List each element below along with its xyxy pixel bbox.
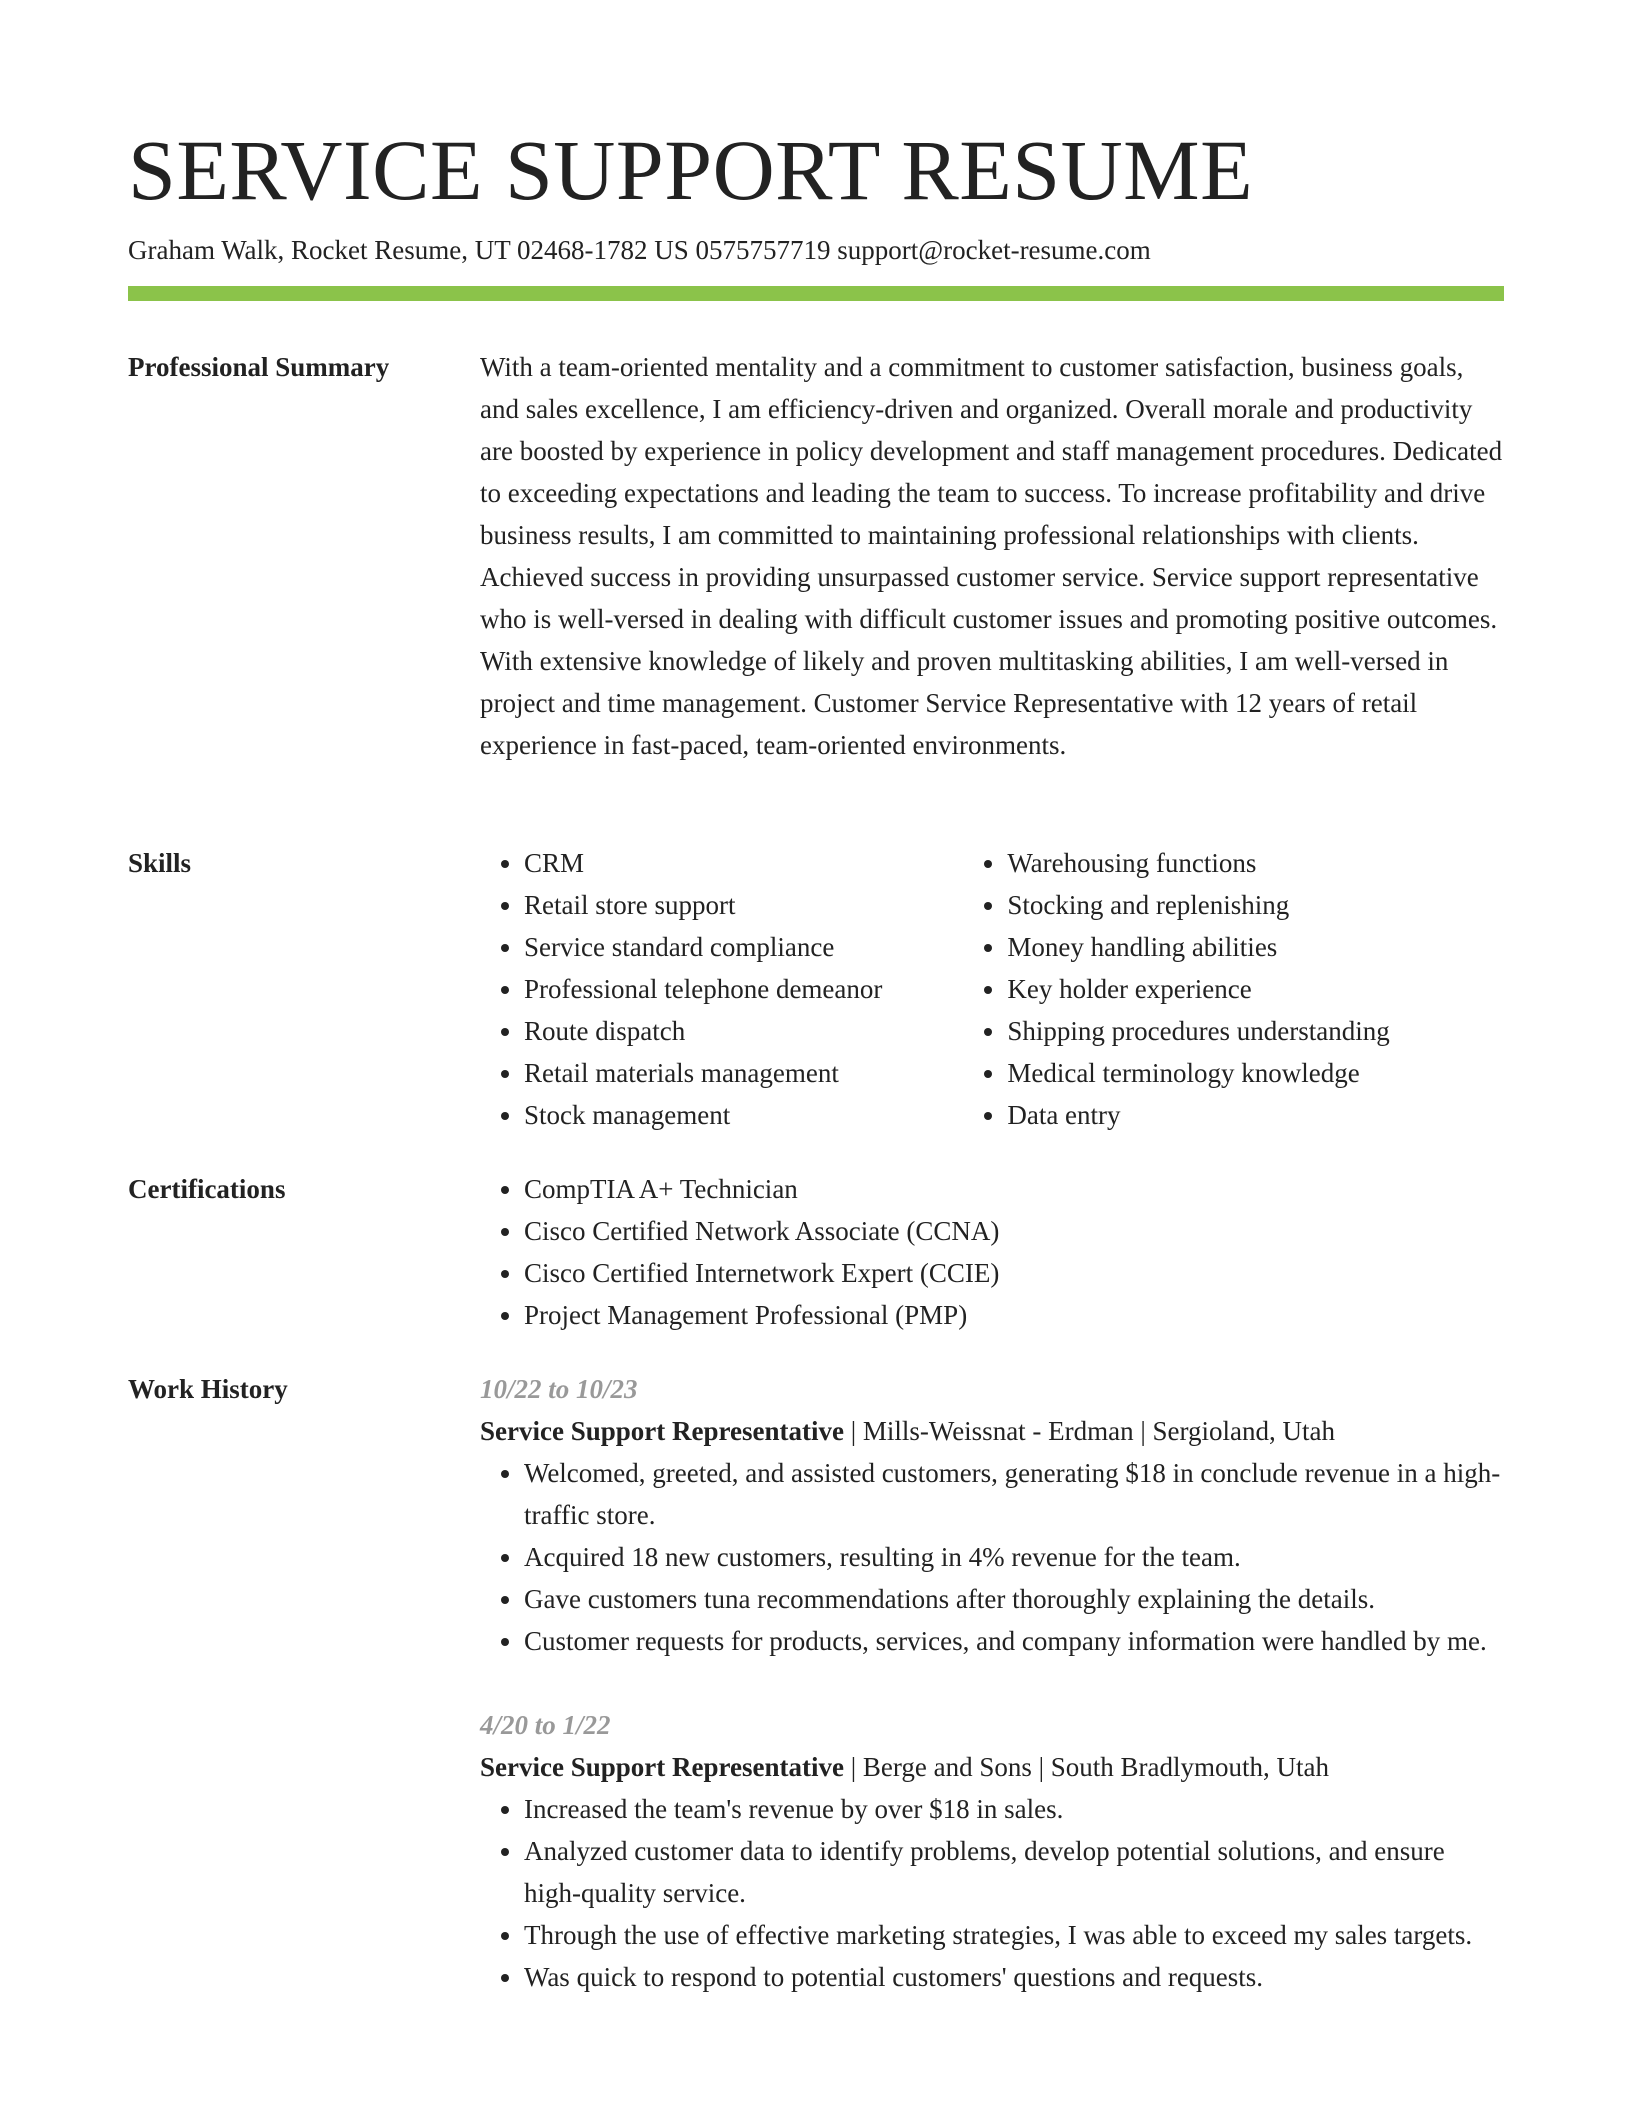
list-item: • Route dispatch	[524, 1010, 963, 1052]
list-item: • Service standard compliance	[524, 926, 963, 968]
list-item: • Was quick to respond to potential customers' questions and requests.	[524, 1956, 1504, 1998]
certifications-list	[480, 1168, 1504, 1336]
certifications-heading: Certifications	[128, 1174, 286, 1204]
list-item: • Acquired 18 new customers, resulting in 4% revenue for the team.	[524, 1536, 1504, 1578]
job-dates: 10/22 to 10/23	[480, 1374, 638, 1404]
list-item: • Customer requests for products, services, and company information were handled by me.	[524, 1620, 1504, 1662]
job-heading	[480, 1746, 1504, 1788]
job-details: | Mills-Weissnat - Erdman | Sergioland, Utah	[843, 1416, 1336, 1446]
skills-body	[480, 842, 1504, 1136]
skills-list-left	[480, 842, 963, 1136]
skills-heading: Skills	[128, 848, 192, 878]
skills-columns	[480, 842, 1504, 1136]
job-title: Service Support Representative	[480, 1752, 844, 1782]
resume-title: SERVICE SUPPORT RESUME	[128, 122, 1254, 218]
job-dates: 4/20 to 1/22	[480, 1710, 611, 1740]
list-item: • Retail store support	[524, 884, 963, 926]
list-item: • Stock management	[524, 1094, 963, 1136]
list-item: • CompTIA A+ Technician	[524, 1168, 1504, 1210]
list-item: • CRM	[524, 842, 963, 884]
list-item: • Stocking and replenishing	[1007, 884, 1504, 926]
work-history-body	[480, 1368, 1504, 2028]
job-bullets	[480, 1452, 1504, 1662]
list-item: • Medical terminology knowledge	[1007, 1052, 1504, 1094]
list-item: • Warehousing functions	[1007, 842, 1504, 884]
job-title: Service Support Representative	[480, 1416, 844, 1446]
list-item: • Key holder experience	[1007, 968, 1504, 1010]
contact-info: Graham Walk, Rocket Resume, UT 02468-1782 US 0575757719 support@rocket-resume.com	[128, 235, 1151, 265]
skills-list-right	[963, 842, 1504, 1136]
list-item: • Shipping procedures understanding	[1007, 1010, 1504, 1052]
header-divider	[128, 286, 1504, 301]
list-item: • Through the use of effective marketing strategies, I was able to exceed my sales targets.	[524, 1914, 1504, 1956]
summary-heading: Professional Summary	[128, 352, 390, 382]
list-item: • Cisco Certified Internetwork Expert (CCIE)	[524, 1252, 1504, 1294]
job-bullets	[480, 1788, 1504, 1998]
job-entry	[480, 1704, 1504, 1998]
list-item: • Project Management Professional (PMP)	[524, 1294, 1504, 1336]
list-item: • Increased the team's revenue by over $18 in sales.	[524, 1788, 1504, 1830]
work-history-heading: Work History	[128, 1374, 288, 1404]
list-item: • Money handling abilities	[1007, 926, 1504, 968]
list-item: • Welcomed, greeted, and assisted customers, generating $18 in conclude revenue in a high-traffic store.	[524, 1452, 1504, 1536]
summary-text: With a team-oriented mentality and a commitment to customer satisfaction, business goals, and sales excellence, I am efficiency-driven and organized. Overall morale and productivity are boosted by experience in policy development and staff management procedures. Dedicated to exceeding expectations and leading the team to success. To increase profitability and drive business results, I am committed to maintaining professional relationships with clients. Achieved success in providing unsurpassed customer service. Service support representative who is well-versed in dealing with difficult customer issues and promoting positive outcomes. With extensive knowledge of likely and proven multitasking abilities, I am well-versed in project and time management. Customer Service Representative with 12 years of retail experience in fast-paced, team-oriented environments.	[480, 352, 1503, 760]
list-item: • Gave customers tuna recommendations after thoroughly explaining the details.	[524, 1578, 1504, 1620]
certifications-body	[480, 1168, 1504, 1336]
job-entry	[480, 1368, 1504, 1662]
job-details: | Berge and Sons | South Bradlymouth, Utah	[843, 1752, 1329, 1782]
list-item: • Professional telephone demeanor	[524, 968, 963, 1010]
list-item: • Analyzed customer data to identify problems, develop potential solutions, and ensure high-quality service.	[524, 1830, 1504, 1914]
summary-body	[480, 346, 1504, 766]
list-item: • Data entry	[1007, 1094, 1504, 1136]
list-item: • Retail materials management	[524, 1052, 963, 1094]
job-heading	[480, 1410, 1504, 1452]
list-item: • Cisco Certified Network Associate (CCNA)	[524, 1210, 1504, 1252]
